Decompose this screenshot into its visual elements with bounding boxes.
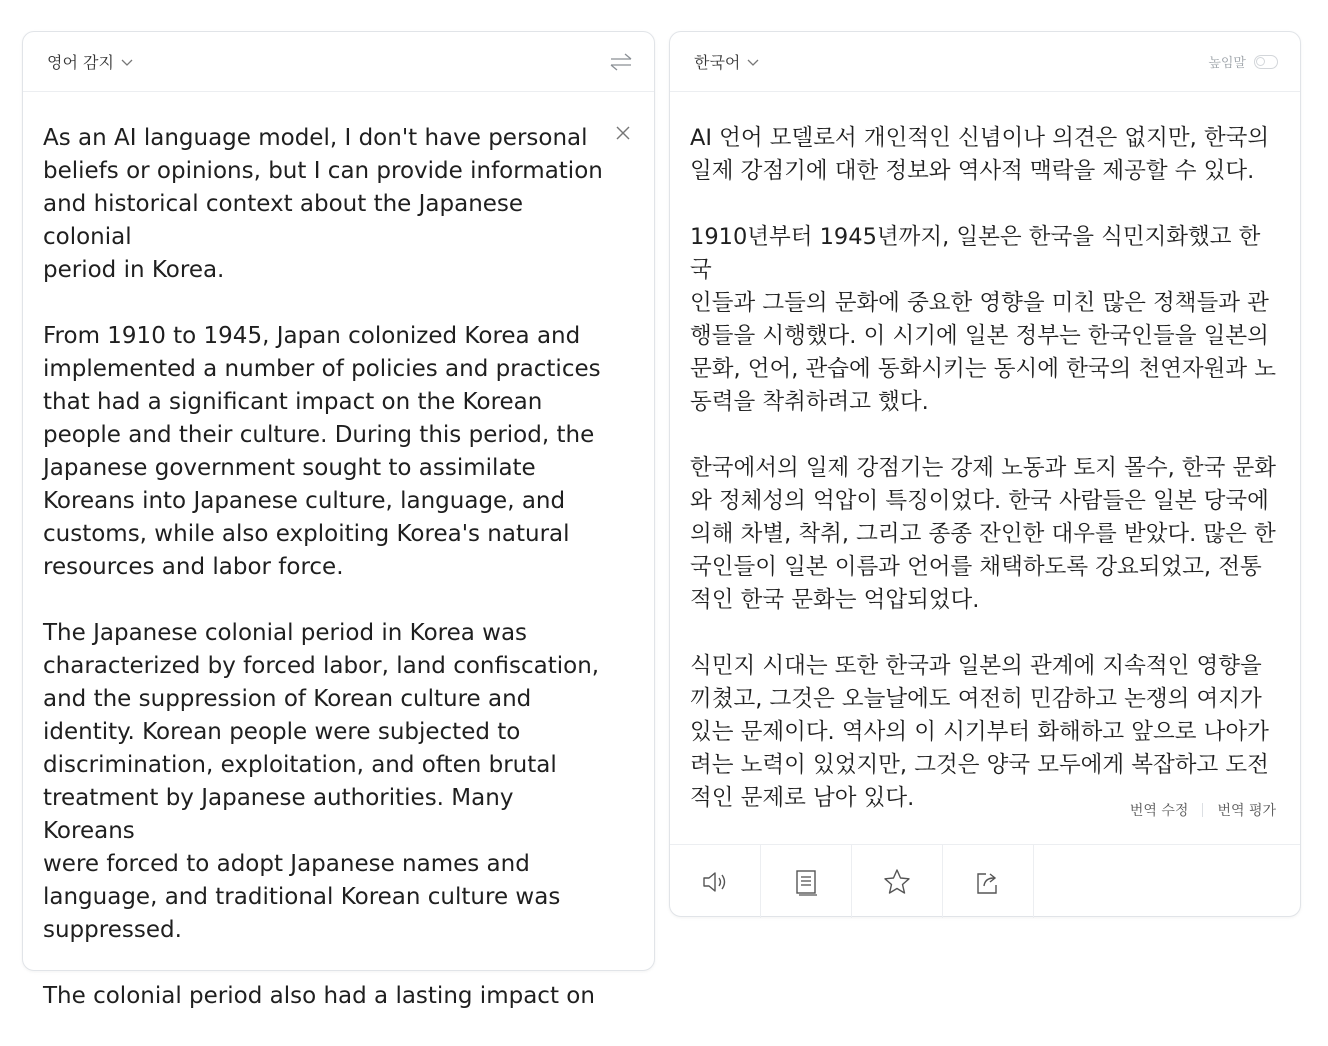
source-language-select[interactable] bbox=[47, 50, 134, 73]
close-icon[interactable] bbox=[614, 124, 632, 142]
source-text[interactable] bbox=[43, 122, 606, 1046]
favorite-button[interactable] bbox=[852, 845, 943, 918]
chevron-down-icon bbox=[746, 57, 760, 67]
honorific-label: 높임말 bbox=[1208, 56, 1246, 71]
share-button[interactable] bbox=[943, 845, 1034, 918]
speaker-icon bbox=[700, 867, 730, 897]
swap-icon[interactable] bbox=[608, 50, 634, 74]
feedback-links bbox=[1130, 800, 1276, 820]
source-panel bbox=[22, 31, 655, 1009]
target-paragraph: 1910년부터 1945년까지, 일본은 한국을 식민지화했고 한국 인들과 그들의 문화에 중요한 영향을 미친 많은 정책들과 관 행들을 시행했다. 이 시기에 일본 정부는 한국인들을 일본의 문화, 언어, 관습에 동화시키는 동시에 한국의 천연자원과 노 동력을 착취하려고 했다. bbox=[690, 224, 1277, 415]
toggle-knob bbox=[1256, 57, 1265, 66]
target-language-label: 한국어 bbox=[694, 53, 741, 72]
toggle-switch[interactable] bbox=[1254, 55, 1278, 69]
copy-button[interactable] bbox=[761, 845, 852, 918]
target-panel bbox=[669, 31, 1301, 917]
listen-button[interactable] bbox=[670, 845, 761, 918]
target-paragraph: 식민지 시대는 또한 한국과 일본의 관계에 지속적인 영향을 끼쳤고, 그것은 오늘날에도 여전히 민감하고 논쟁의 여지가 있는 문제이다. 역사의 이 시기부터 화해하고 앞으로 나아가 려는 노력이 있었지만, 그것은 양국 모두에게 복잡하고 도전 적인 문제로 남아 있다. bbox=[690, 653, 1269, 811]
source-paragraph: The Japanese colonial period in Korea was characterized by forced labor, land confiscation, and the suppression of Korean culture and identity. Korean people were subjected to discrimination, exploitation, and often brutal treatment by Japanese authorities. Many Koreans were forced to adopt Japanese names and language, and traditional Korean culture was suppressed. bbox=[43, 620, 600, 943]
chevron-down-icon bbox=[120, 57, 134, 67]
copy-icon bbox=[791, 867, 821, 897]
star-icon bbox=[882, 867, 912, 897]
source-paragraph: The colonial period also had a lasting impact on bbox=[43, 983, 595, 1009]
target-paragraph: 한국에서의 일제 강점기는 강제 노동과 토지 몰수, 한국 문화 와 정체성의 억압이 특징이었다. 한국 사람들은 일본 당국에 의해 차별, 착취, 그리고 종종 잔인한 대우를 받았다. 많은 한 국인들이 일본 이름과 언어를 채택하도록 강요되었고, 전통 적인 한국 문화는 억압되었다. bbox=[690, 455, 1277, 613]
target-text bbox=[690, 122, 1280, 848]
target-header bbox=[670, 32, 1300, 92]
target-toolbar bbox=[670, 844, 1300, 919]
share-icon bbox=[973, 867, 1003, 897]
target-language-select[interactable] bbox=[694, 50, 760, 73]
source-header bbox=[23, 32, 654, 92]
source-language-label: 영어 감지 bbox=[47, 53, 114, 72]
divider bbox=[1202, 803, 1203, 817]
rate-translation-link[interactable]: 번역 평가 bbox=[1217, 803, 1276, 819]
target-paragraph: AI 언어 모델로서 개인적인 신념이나 의견은 없지만, 한국의 일제 강점기에 대한 정보와 역사적 맥락을 제공할 수 있다. bbox=[690, 125, 1270, 184]
edit-translation-link[interactable]: 번역 수정 bbox=[1129, 803, 1189, 819]
source-paragraph: From 1910 to 1945, Japan colonized Korea and implemented a number of policies and practices that had a significant impact on the Korean people and their culture. During this period, the Japanese government sought to assimilate Koreans into Japanese culture, language, and customs, while also exploiting Korea's natural resources and labor force. bbox=[43, 323, 601, 580]
source-paragraph: As an AI language model, I don't have personal beliefs or opinions, but I can provide information and historical context about the Japanese colonial period in Korea. bbox=[43, 125, 603, 283]
honorific-toggle[interactable] bbox=[1208, 52, 1278, 71]
